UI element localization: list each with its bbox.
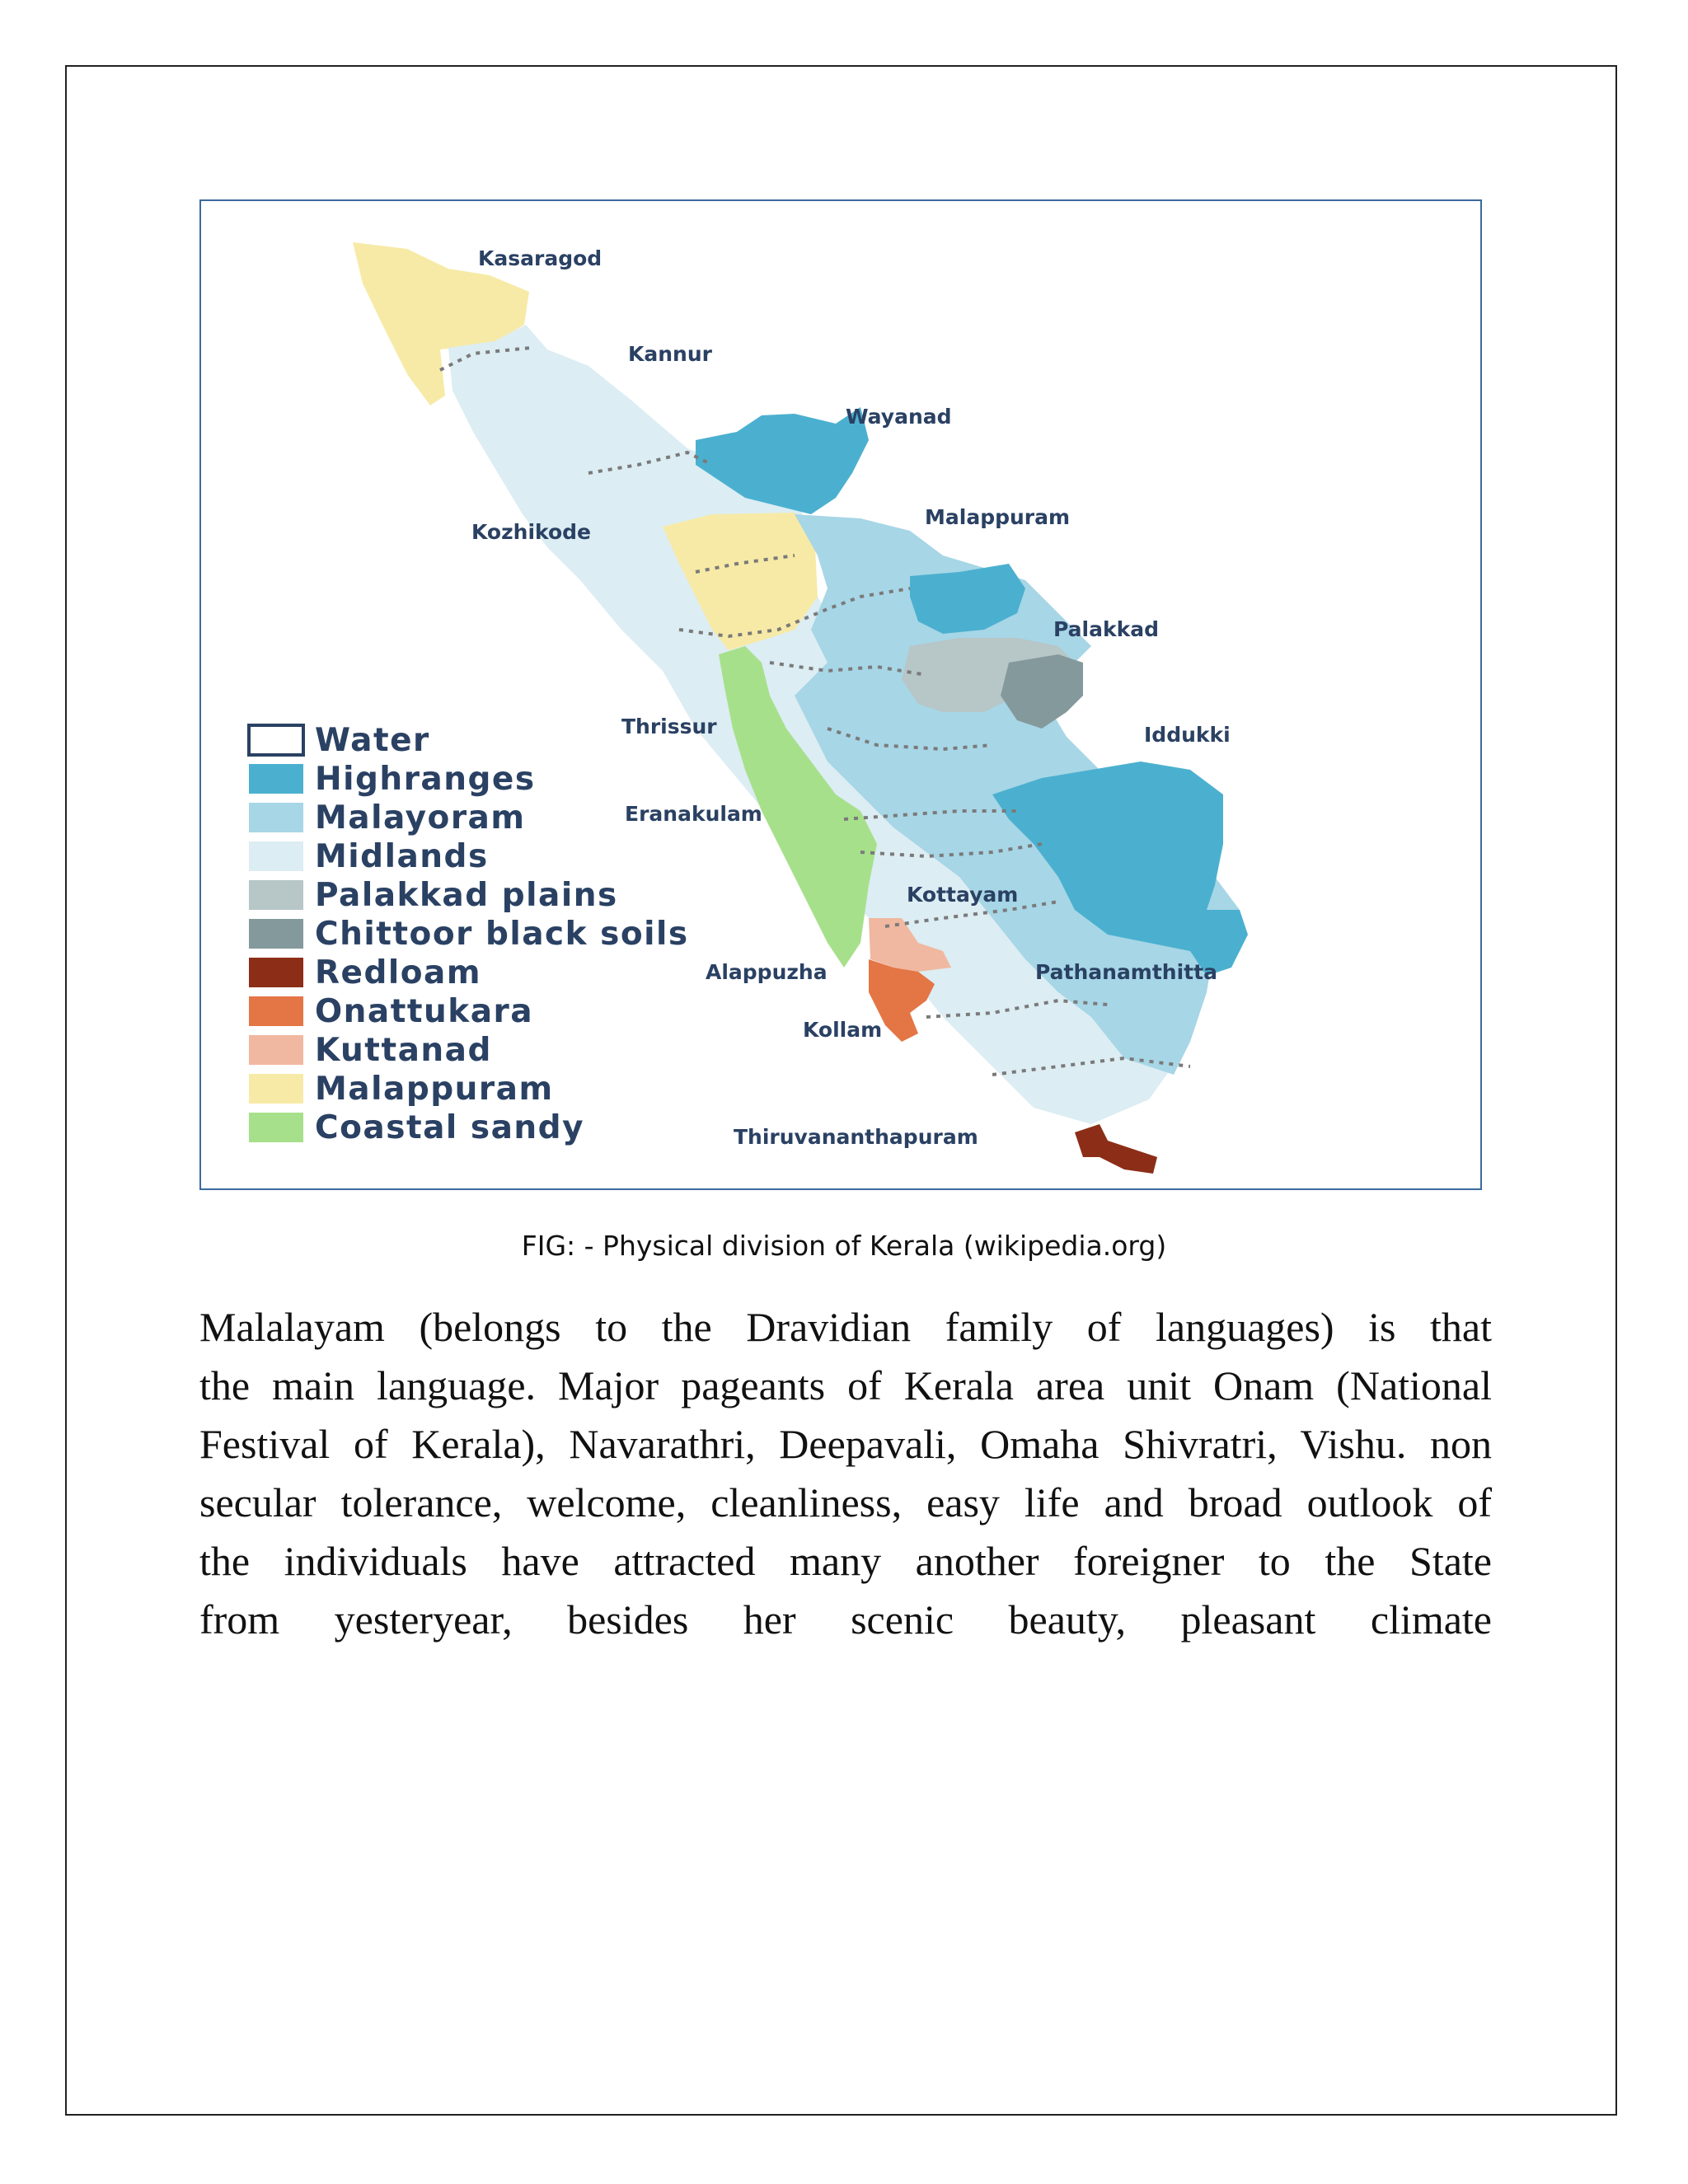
map-legend (249, 722, 689, 1146)
legend-item (249, 722, 430, 759)
legend-swatch (249, 1113, 303, 1142)
body-line: from yesteryear, besides her scenic beauty, pleasant climate (199, 1596, 1492, 1643)
district-label-palakkad: Palakkad (1053, 617, 1159, 641)
district-label-kollam: Kollam (803, 1018, 883, 1042)
legend-swatch (249, 996, 303, 1026)
legend-label: Onattukara (315, 993, 534, 1030)
legend-swatch (249, 841, 303, 871)
legend-label: Redloam (315, 954, 482, 991)
legend-item (249, 1071, 554, 1108)
legend-item (249, 1109, 584, 1146)
legend-item (249, 954, 481, 991)
legend-item (249, 838, 489, 875)
district-label-kottayam: Kottayam (907, 883, 1019, 907)
body-paragraph (199, 1298, 1492, 1649)
district-label-eranakulam: Eranakulam (625, 802, 762, 826)
legend-item (249, 761, 536, 798)
legend-label: Palakkad plains (315, 877, 618, 914)
legend-label: Midlands (315, 838, 489, 875)
legend-swatch (249, 880, 303, 910)
legend-label: Malappuram (315, 1071, 554, 1108)
district-label-kasaragod: Kasaragod (478, 246, 603, 270)
legend-swatch (249, 958, 303, 987)
legend-item (249, 799, 526, 837)
district-label-kozhikode: Kozhikode (471, 520, 592, 544)
legend-swatch (249, 803, 303, 832)
legend-label: Highranges (315, 761, 536, 798)
body-line: Festival of Kerala), Navarathri, Deepavali, Omaha Shivratri, Vishu. non (199, 1421, 1492, 1467)
legend-swatch (249, 1035, 303, 1065)
legend-label: Water (315, 722, 430, 759)
district-label-alappuzha: Alappuzha (706, 960, 828, 984)
district-label-pathanamthitta: Pathanamthitta (1035, 960, 1217, 984)
body-line: secular tolerance, welcome, cleanliness, easy life and broad outlook of (199, 1479, 1492, 1526)
legend-item (249, 993, 533, 1030)
body-line: the main language. Major pageants of Kerala area unit Onam (National (199, 1362, 1492, 1408)
legend-swatch (249, 1074, 303, 1104)
district-label-kannur: Kannur (628, 342, 712, 366)
legend-item (249, 916, 689, 953)
body-line: the individuals have attracted many another foreigner to the State (199, 1538, 1492, 1584)
legend-label: Chittoor black soils (315, 916, 689, 953)
legend-label: Coastal sandy (315, 1109, 584, 1146)
legend-item (249, 1032, 492, 1069)
district-label-thiruvananthapuram: Thiruvananthapuram (734, 1125, 978, 1149)
district-label-malappuram: Malappuram (925, 505, 1071, 529)
figure-caption: FIG: - Physical division of Kerala (wikipedia.org) (521, 1230, 1167, 1262)
district-label-wayanad: Wayanad (846, 405, 952, 429)
body-line: Malalayam (belongs to the Dravidian family of languages) is that (199, 1304, 1492, 1350)
region-redloam (1075, 1124, 1157, 1174)
legend-item (249, 877, 618, 914)
legend-swatch (249, 919, 303, 949)
legend-swatch (249, 764, 303, 794)
legend-label: Malayoram (315, 799, 526, 837)
district-label-thrissur: Thrissur (621, 715, 717, 738)
legend-swatch (249, 725, 303, 755)
kerala-map-svg (201, 201, 1480, 1188)
kerala-map-figure (199, 199, 1482, 1190)
legend-label: Kuttanad (315, 1032, 492, 1069)
district-label-iddukki: Iddukki (1144, 723, 1231, 747)
